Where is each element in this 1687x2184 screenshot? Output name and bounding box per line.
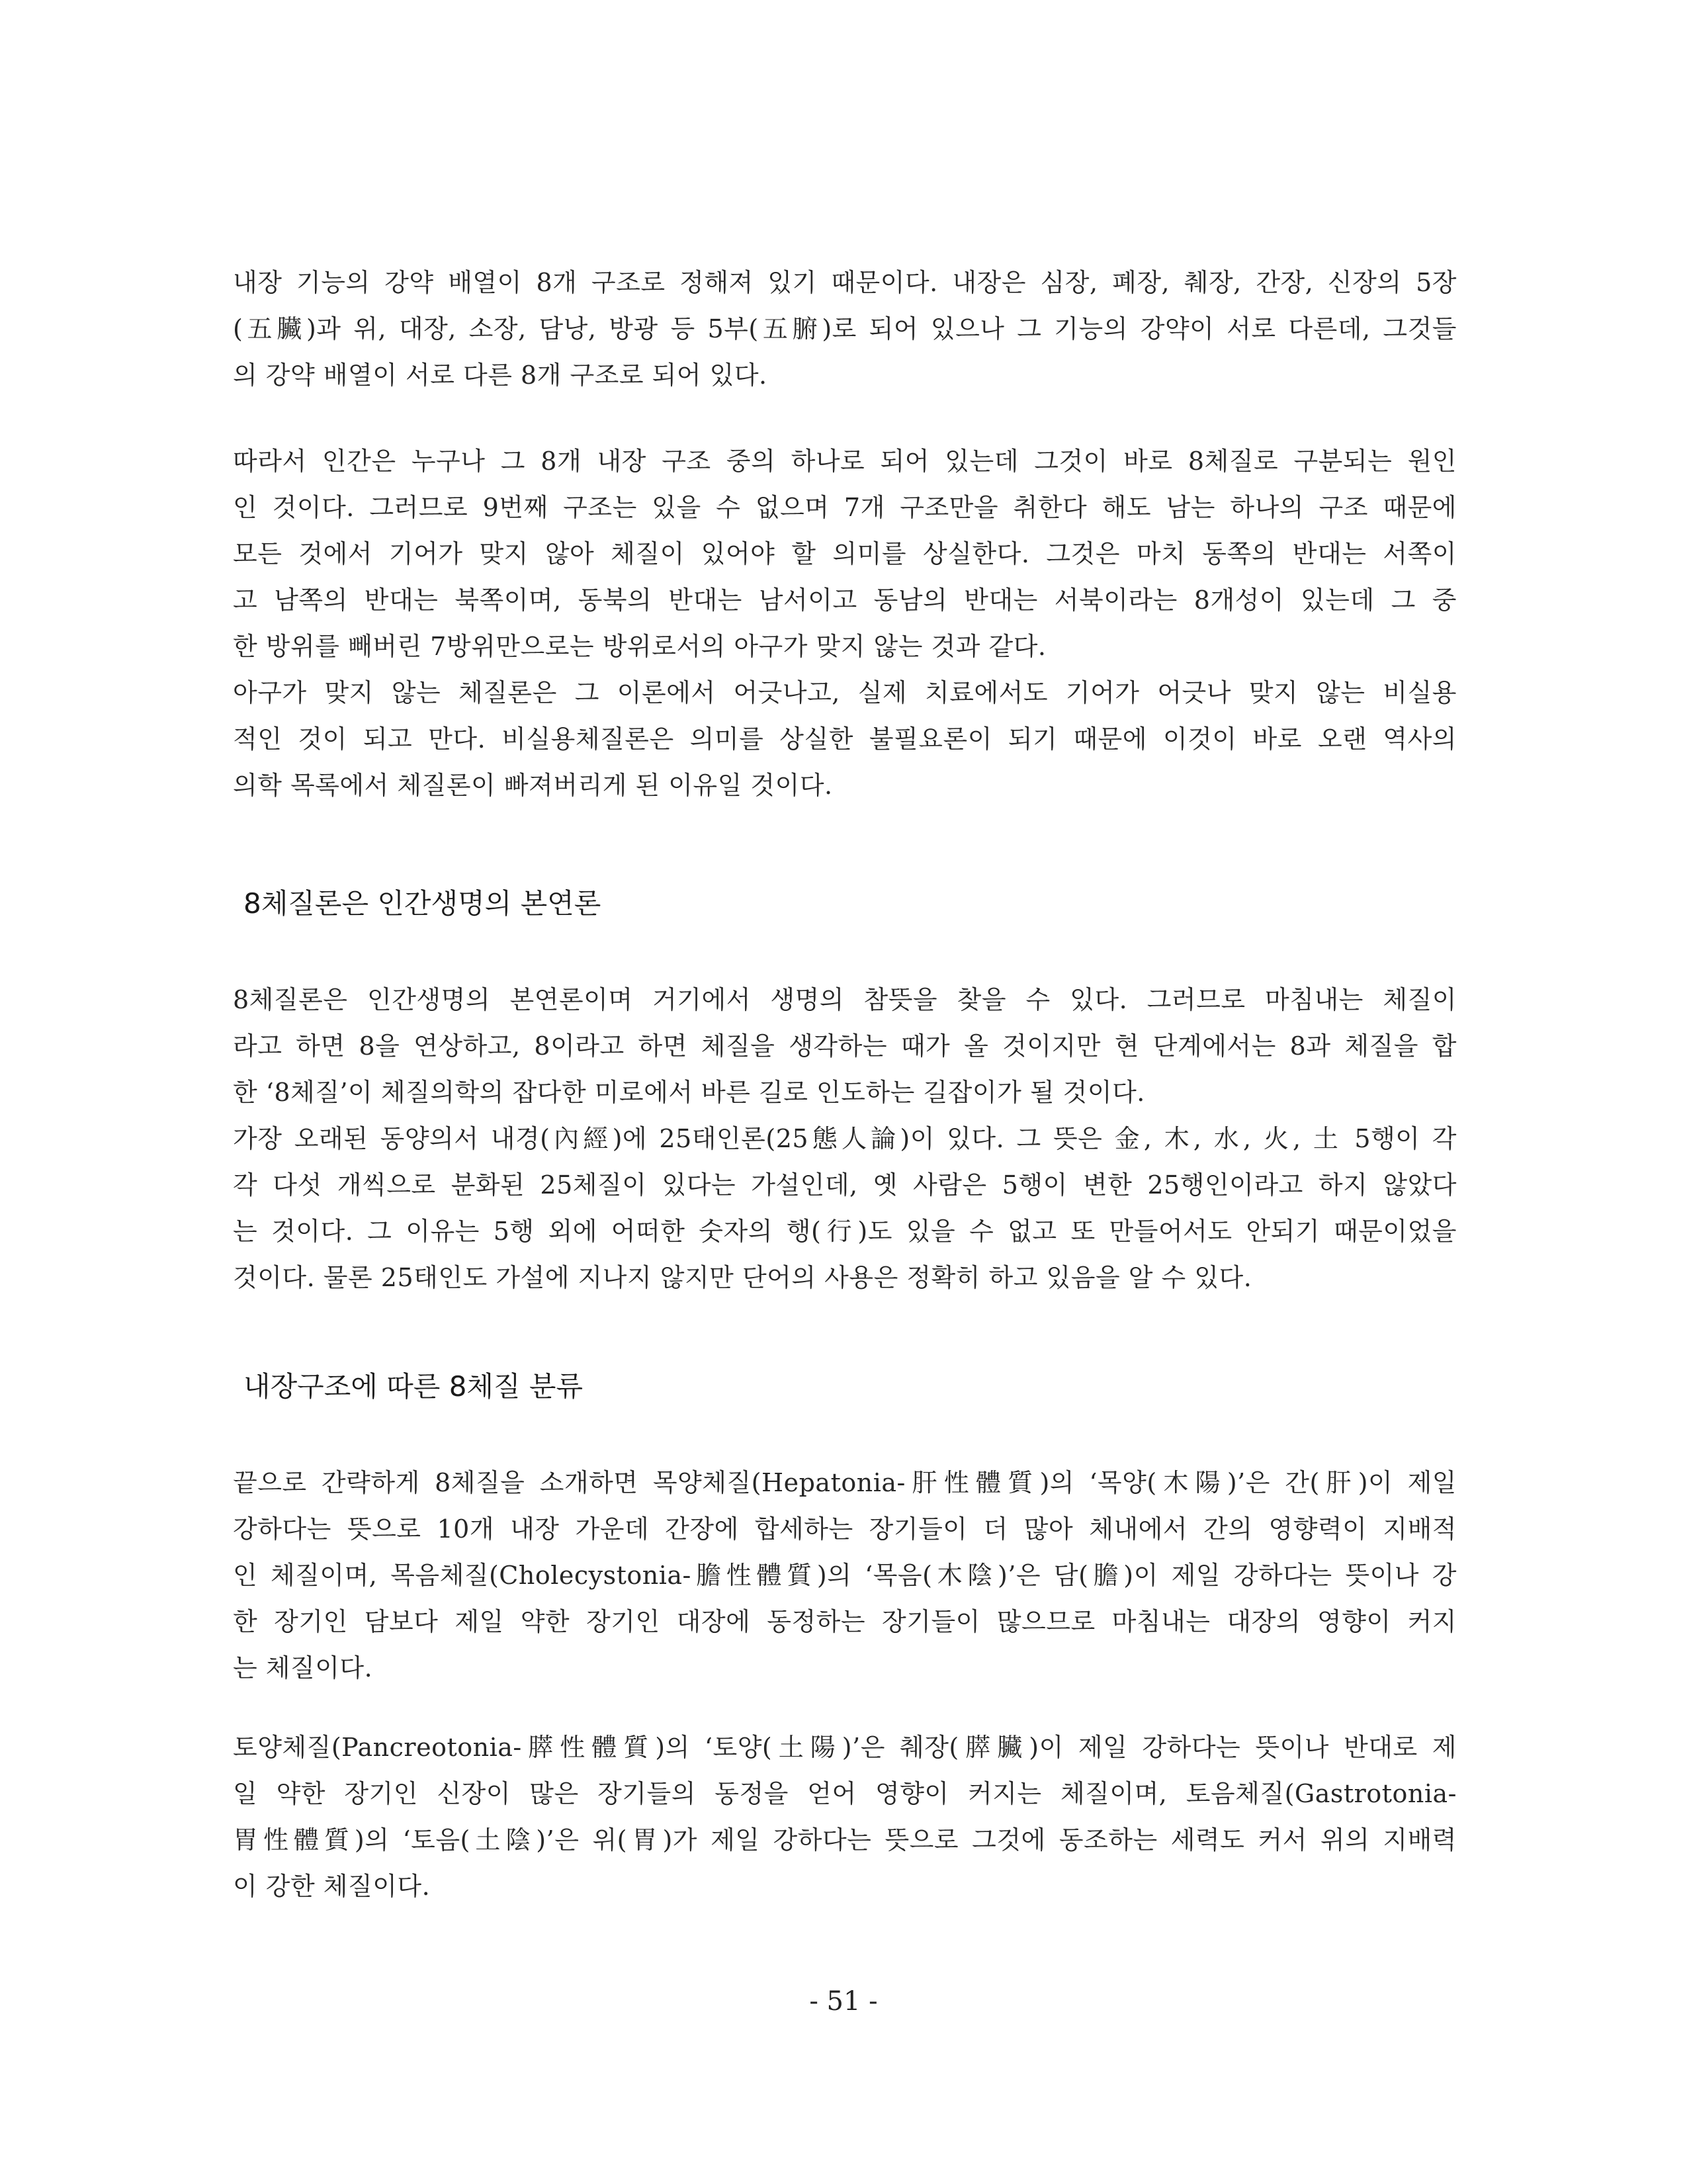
section-heading-classification: 내장구조에 따른 8체질 분류	[243, 1370, 584, 1403]
text-line: 고 남쪽의 반대는 북쪽이며, 동북의 반대는 남서이고 동남의 반대는 서북이라는 8개성이 있는데 그 중	[233, 586, 1457, 615]
text-line: 따라서 인간은 누구나 그 8개 내장 구조 중의 하나로 되어 있는데 그것이 바로 8체질로 구분되는 원인	[233, 447, 1457, 476]
text-line: 는 체질이다.	[233, 1653, 373, 1682]
text-line: 일 약한 장기인 신장이 많은 장기들의 동정을 얻어 영향이 커지는 체질이며, 토음체질(Gastrotonia-	[233, 1779, 1457, 1808]
text-line: 것이다. 물론 25태인도 가설에 지나지 않지만 단어의 사용은 정확히 하고 있음을 알 수 있다.	[233, 1263, 1252, 1292]
text-line: 라고 하면 8을 연상하고, 8이라고 하면 체질을 생각하는 때가 올 것이지만 현 단계에서는 8과 체질을 합	[233, 1031, 1457, 1061]
paragraph-25-taein-theory	[233, 1115, 1457, 1301]
text-line: 모든 것에서 기어가 맞지 않아 체질이 있어야 할 의미를 상실한다. 그것은 마치 동쪽의 반대는 서쪽이	[233, 539, 1457, 568]
text-line: 한 장기인 담보다 제일 약한 장기인 대장에 동정하는 장기들이 많으므로 마침내는 대장의 영향이 커지	[233, 1607, 1457, 1636]
text-line: 끝으로 간략하게 8체질을 소개하면 목양체질(Hepatonia-肝性體質)의 ‘목양(木陽)’은 간(肝)이 제일	[233, 1468, 1457, 1497]
paragraph-8-constitution-ontology	[233, 977, 1457, 1115]
text-line: 인 체질이며, 목음체질(Cholecystonia-膽性體質)의 ‘목음(木陰)’은 담(膽)이 제일 강하다는 뜻이나 강	[233, 1561, 1457, 1590]
text-line: 각 다섯 개씩으로 분화된 25체질이 있다는 가설인데, 옛 사람은 5행이 변한 25행인이라고 하지 않았다	[233, 1170, 1457, 1200]
paragraph-organ-structure	[233, 259, 1457, 398]
text-line: 인 것이다. 그러므로 9번째 구조는 있을 수 없으며 7개 구조만을 취한다 해도 남는 하나의 구조 때문에	[233, 493, 1457, 522]
text-line: 내장 기능의 강약 배열이 8개 구조로 정해져 있기 때문이다. 내장은 심장, 폐장, 췌장, 간장, 신장의 5장	[233, 268, 1457, 297]
text-line: 胃性體質)의 ‘토음(土陰)’은 위(胃)가 제일 강하다는 뜻으로 그것에 동조하는 세력도 커서 위의 지배력	[233, 1825, 1457, 1855]
text-line: 이 강한 체질이다.	[233, 1872, 431, 1901]
text-line: 가장 오래된 동양의서 내경(內經)에 25태인론(25態人論)이 있다. 그 뜻은 金, 木, 水, 火, 土 5행이 각	[233, 1124, 1457, 1153]
text-line: 의학 목록에서 체질론이 빠져버리게 된 이유일 것이다.	[233, 771, 833, 800]
paragraph-eight-structures	[233, 438, 1457, 670]
text-line: 적인 것이 되고 만다. 비실용체질론은 의미를 상실한 불필요론이 되기 때문에 이것이 바로 오랜 역사의	[233, 724, 1457, 754]
paragraph-wood-constitutions	[233, 1460, 1457, 1691]
text-line: 의 강약 배열이 서로 다른 8개 구조로 되어 있다.	[233, 361, 767, 390]
text-line: 토양체질(Pancreotonia-膵性體質)의 ‘토양(土陽)’은 췌장(膵臟)이 제일 강하다는 뜻이나 반대로 제	[233, 1733, 1457, 1762]
text-line: 한 방위를 빼버린 7방위만으로는 방위로서의 아구가 맞지 않는 것과 같다.	[233, 632, 1047, 661]
text-line: 는 것이다. 그 이유는 5행 외에 어떠한 숫자의 행(行)도 있을 수 없고 또 만들어서도 안되기 때문이었을	[233, 1217, 1457, 1246]
paragraph-earth-constitutions	[233, 1724, 1457, 1909]
text-line: 한 ‘8체질’이 체질의학의 잡다한 미로에서 바른 길로 인도하는 길잡이가 될 것이다.	[233, 1078, 1145, 1107]
text-line: 아구가 맞지 않는 체질론은 그 이론에서 어긋나고, 실제 치료에서도 기어가 어긋나 맞지 않는 비실용	[233, 678, 1457, 707]
paragraph-impractical-theory	[233, 670, 1457, 808]
text-line: 강하다는 뜻으로 10개 내장 가운데 간장에 합세하는 장기들이 더 많아 체내에서 간의 영향력이 지배적	[233, 1514, 1457, 1544]
section-heading-8-constitution-ontology: 8체질론은 인간생명의 본연론	[243, 887, 601, 920]
page-number: - 51 -	[809, 1986, 878, 2017]
text-line: (五臟)과 위, 대장, 소장, 담낭, 방광 등 5부(五腑)로 되어 있으나 그 기능의 강약이 서로 다른데, 그것들	[233, 314, 1457, 343]
text-line: 8체질론은 인간생명의 본연론이며 거기에서 생명의 참뜻을 찾을 수 있다. 그러므로 마침내는 체질이	[233, 985, 1457, 1014]
